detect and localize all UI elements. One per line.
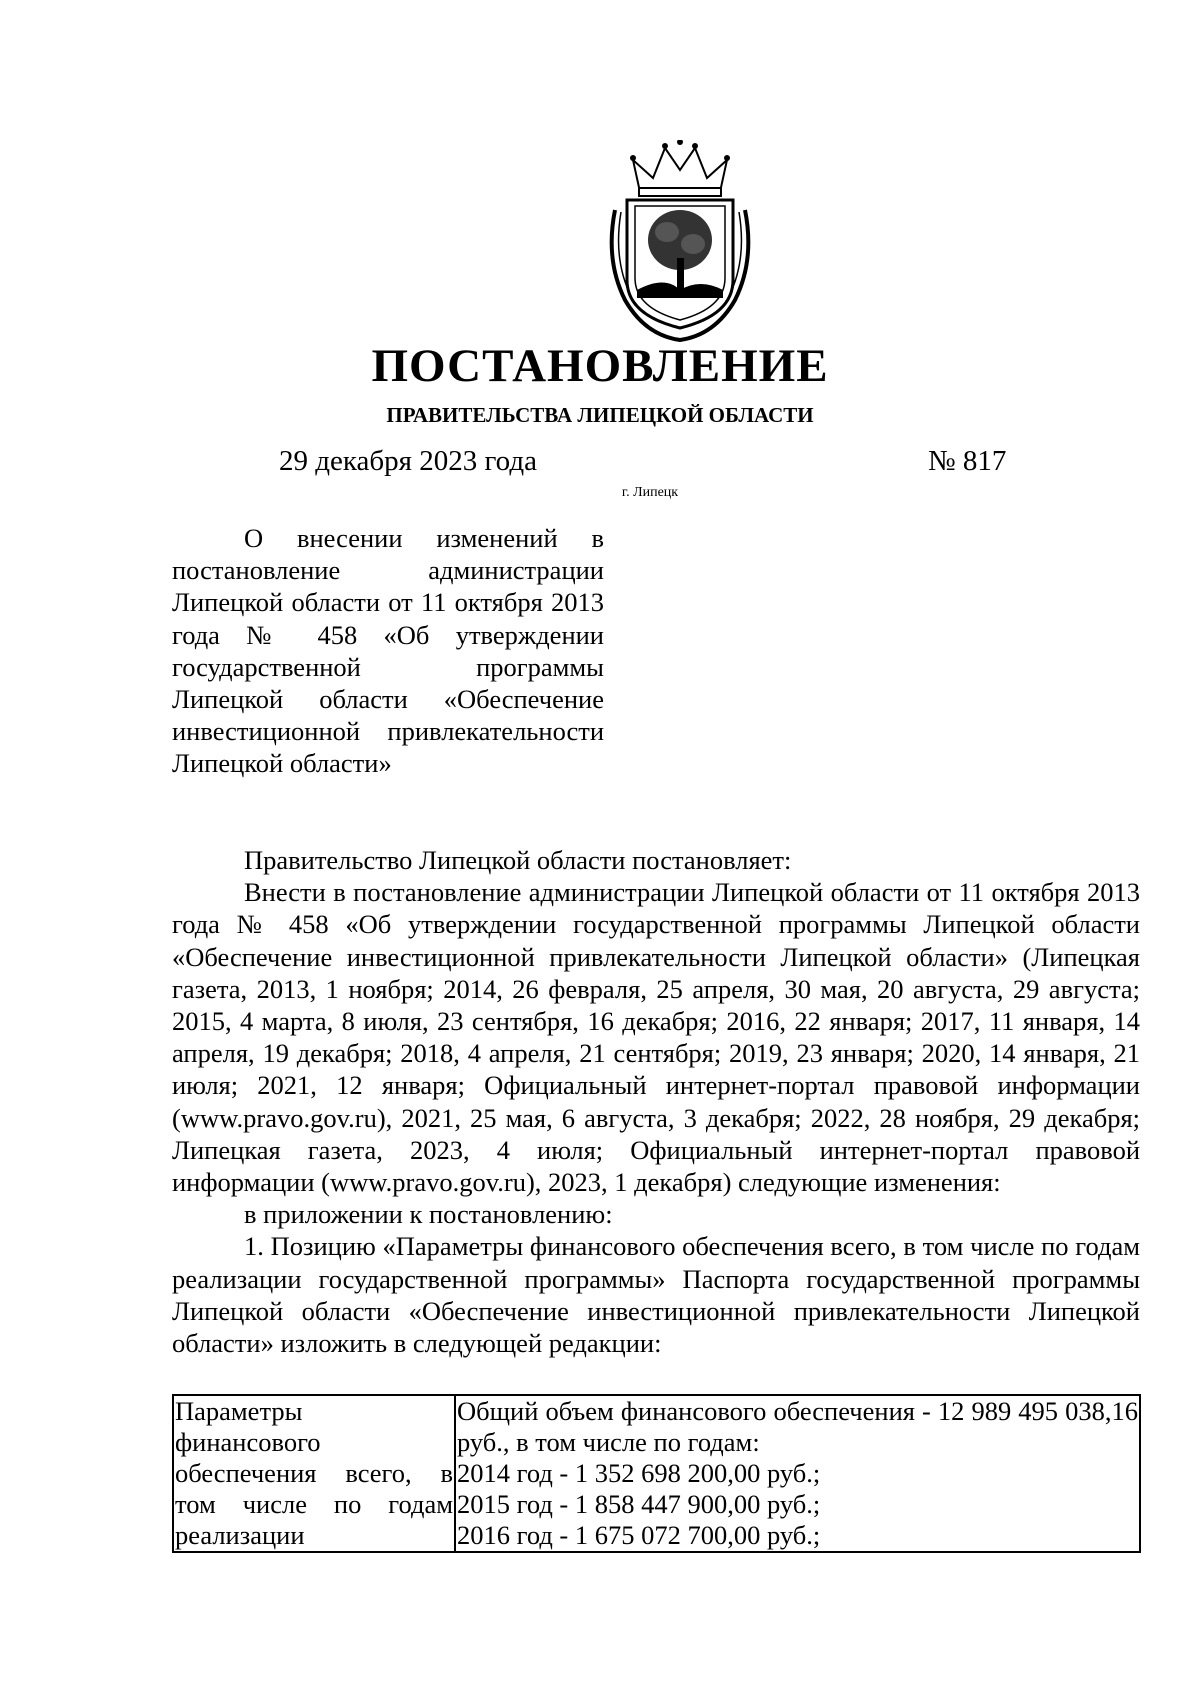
subject-text: О внесении изменений в постановление администрации Липецкой области от 11 октября 2013 года № 458 «Об утверждении государственной программы Липецкой области «Обеспечение инвестиционной привлекательности Липецкой области»: [172, 523, 604, 779]
body-paragraph: Правительство Липецкой области постановляет:: [244, 845, 792, 875]
table-line: 2016 год - 1 675 072 700,00 руб.;: [457, 1520, 821, 1550]
financing-parameters-table: [172, 1394, 1141, 1553]
table-line: 2015 год - 1 858 447 900,00 руб.;: [457, 1489, 821, 1519]
table-line: 2014 год - 1 352 698 200,00 руб.;: [457, 1458, 821, 1488]
document-subject: [172, 522, 604, 780]
document-number: № 817: [928, 445, 1007, 477]
document-date: 29 декабря 2023 года: [279, 445, 537, 477]
body-paragraph: 1. Позицию «Параметры финансового обеспечения всего, в том числе по годам реализации государственной программы» Паспорта государственной программы Липецкой области «Обеспечение инвестиционной привлекательности Липецкой области» изложить в следующей редакции:: [172, 1231, 1140, 1359]
document-body: [172, 844, 1140, 1359]
table-line: Общий объем финансового обеспечения - 12 989 495 038,16 руб., в том числе по годам:: [457, 1396, 1138, 1457]
document-city: г. Липецк: [621, 485, 679, 500]
issuing-authority: ПРАВИТЕЛЬСТВА ЛИПЕЦКОЙ ОБЛАСТИ: [386, 403, 814, 427]
table-cell-values: [455, 1395, 1140, 1552]
body-paragraph: Внести в постановление администрации Липецкой области от 11 октября 2013 года № 458 «Об утверждении государственной программы Липецкой области «Обеспечение инвестиционной привлекательности Липецкой области» (Липецкая газета, 2013, 1 ноября; 2014, 26 февраля, 25 апреля, 30 мая, 20 августа, 29 августа; 2015, 4 марта, 8 июля, 23 сентября, 16 декабря; 2016, 22 января; 2017, 11 января, 14 апреля, 19 декабря; 2018, 4 апреля, 21 сентября; 2019, 23 января; 2020, 14 января, 21 июля; 2021, 12 января; Официальный интернет-портал правовой информации (www.pravo.gov.ru), 2021, 25 мая, 6 августа, 3 декабря; 2022, 28 ноября, 29 декабря; Липецкая газета, 2023, 4 июля; Официальный интернет-портал правовой информации (www.pravo.gov.ru), 2023, 1 декабря) следующие изменения:: [172, 877, 1140, 1198]
table-row: [173, 1395, 1140, 1552]
page-title: ПОСТАНОВЛЕНИЕ: [371, 340, 829, 392]
lipetsk-coat-of-arms-icon: [605, 140, 755, 345]
table-cell-label: Параметры финансового обеспечения всего, в том числе по годам реализации: [175, 1396, 453, 1550]
body-paragraph: в приложении к постановлению:: [244, 1199, 613, 1230]
